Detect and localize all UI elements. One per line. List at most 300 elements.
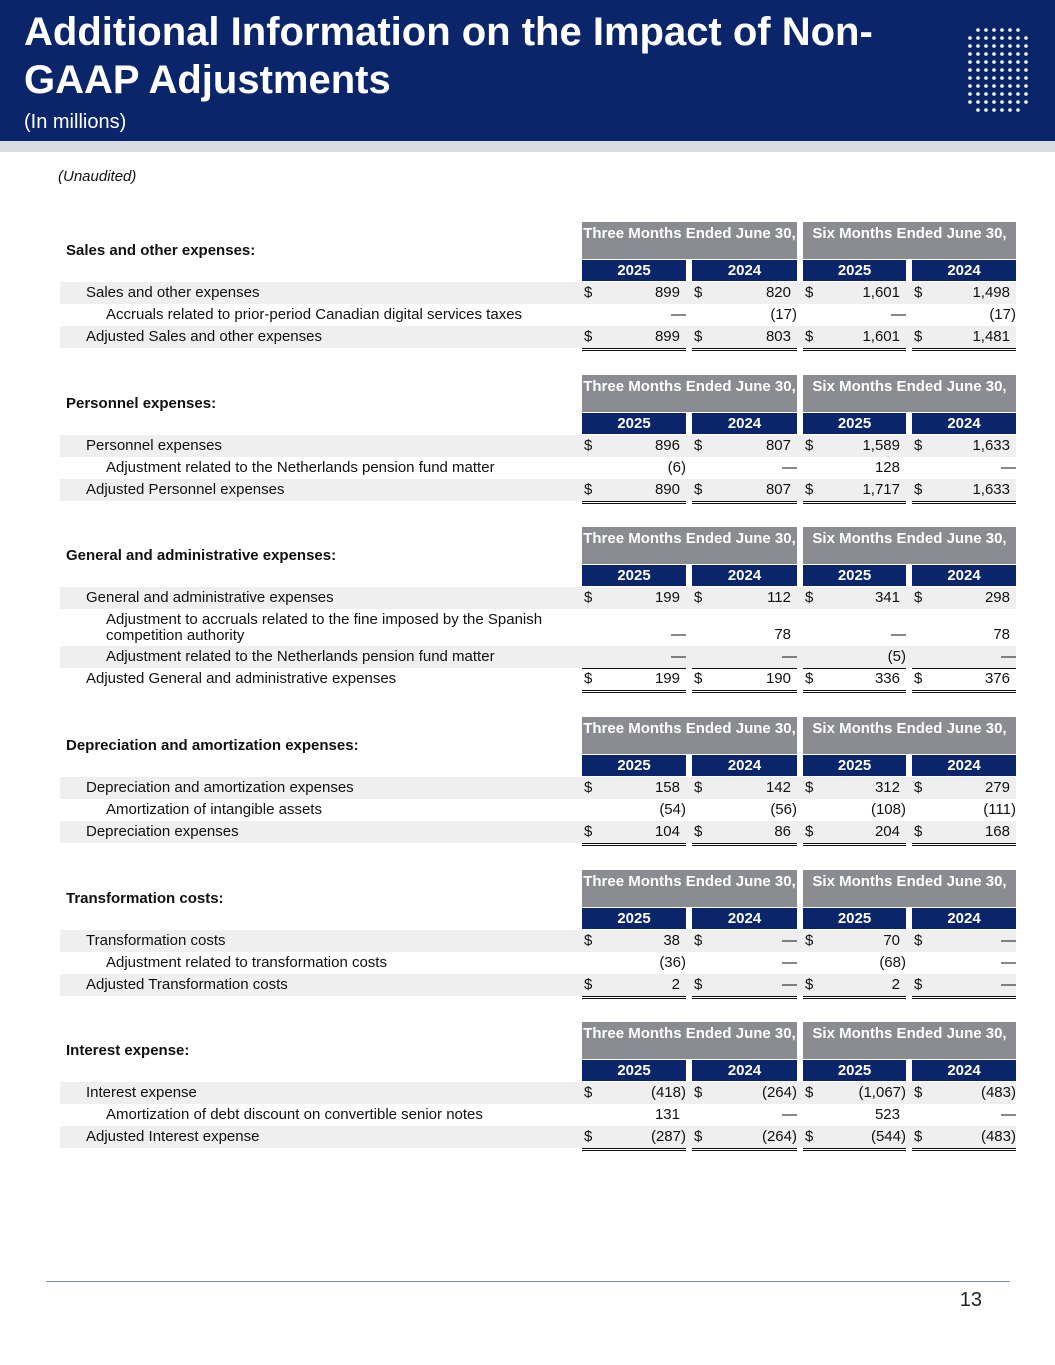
table-row: [60, 821, 1016, 843]
year-header: 2025: [582, 908, 686, 929]
cell-value: 899: [654, 284, 680, 301]
value-cell: [582, 777, 686, 799]
value-cell: [692, 457, 797, 480]
dot: [968, 52, 972, 56]
currency-symbol: $: [914, 284, 923, 301]
currency-symbol: $: [914, 1084, 923, 1101]
dot: [992, 28, 996, 32]
dot: [1024, 44, 1028, 48]
dot: [976, 44, 980, 48]
table-row: [60, 930, 1016, 952]
cell-value: —: [1001, 1106, 1016, 1123]
dot: [968, 100, 972, 104]
value-cell: [582, 1104, 686, 1127]
dot: [1000, 44, 1004, 48]
cell-value: 38: [663, 932, 680, 949]
year-header: 2025: [803, 565, 906, 586]
dot: [968, 36, 972, 40]
header-divider: [0, 141, 1055, 152]
cell-value: —: [891, 626, 906, 643]
currency-symbol: $: [805, 1128, 814, 1145]
dot: [984, 28, 988, 32]
row-label: Amortization of intangible assets: [106, 801, 322, 818]
year-header: 2024: [692, 260, 797, 281]
value-cell: [692, 304, 797, 327]
cell-value: 1,633: [972, 481, 1010, 498]
cell-value: 899: [654, 328, 680, 345]
dot: [1024, 52, 1028, 56]
cell-value: —: [782, 932, 797, 949]
year-header: 2025: [803, 755, 906, 776]
table-row: [60, 587, 1016, 609]
currency-symbol: $: [914, 481, 923, 498]
dot: [1008, 108, 1012, 112]
dot: [992, 84, 996, 88]
section-title: Sales and other expenses:: [66, 242, 256, 259]
year-header: 2024: [912, 755, 1016, 776]
table-row: [60, 457, 1016, 479]
table-row: [60, 609, 1016, 646]
row-label: Adjustment related to the Netherlands pension fund matter: [106, 459, 495, 476]
year-header: 2025: [582, 755, 686, 776]
value-cell: [803, 1126, 906, 1151]
dot: [976, 92, 980, 96]
value-cell: [803, 624, 906, 646]
dot-grid-decoration-icon: [966, 26, 1030, 114]
dot: [984, 76, 988, 80]
currency-symbol: $: [584, 932, 593, 949]
dot: [992, 68, 996, 72]
dot: [1000, 28, 1004, 32]
currency-symbol: $: [694, 976, 703, 993]
dot: [1016, 68, 1020, 72]
cell-value: 1,481: [972, 328, 1010, 345]
dot: [1000, 76, 1004, 80]
currency-symbol: $: [914, 823, 923, 840]
dot: [984, 36, 988, 40]
dot: [1024, 68, 1028, 72]
table-row: [60, 974, 1016, 996]
three-months-header: Three Months Ended June 30,: [582, 1022, 797, 1059]
value-cell: [912, 479, 1016, 504]
dot: [1008, 36, 1012, 40]
dot: [992, 92, 996, 96]
value-cell: [912, 799, 1016, 822]
value-cell: [582, 821, 686, 846]
dot: [1024, 36, 1028, 40]
dot: [976, 68, 980, 72]
section-title: Personnel expenses:: [66, 395, 217, 412]
dot: [984, 68, 988, 72]
year-header: 2024: [912, 1060, 1016, 1081]
table-row: [60, 952, 1016, 974]
three-months-header: Three Months Ended June 30,: [582, 870, 797, 907]
cell-value: 1,601: [862, 328, 900, 345]
page-title: Additional Information on the Impact of Non-GAAP Adjustments: [24, 10, 873, 102]
currency-symbol: $: [914, 589, 923, 606]
currency-symbol: $: [914, 670, 923, 687]
dot: [1024, 100, 1028, 104]
value-cell: [692, 974, 797, 999]
cell-value: (483): [980, 1128, 1016, 1145]
year-header: 2025: [803, 1060, 906, 1081]
row-label: Adjusted Interest expense: [86, 1128, 260, 1145]
dot: [1008, 84, 1012, 88]
dot: [1008, 92, 1012, 96]
cell-value: (483): [980, 1084, 1016, 1101]
cell-value: 890: [654, 481, 680, 498]
dot: [1008, 60, 1012, 64]
cell-value: —: [782, 1106, 797, 1123]
dot: [1016, 60, 1020, 64]
dot: [984, 84, 988, 88]
year-header: 2024: [912, 565, 1016, 586]
dot: [976, 28, 980, 32]
year-header: 2025: [803, 908, 906, 929]
dot: [984, 92, 988, 96]
dot: [1024, 84, 1028, 88]
value-cell: [803, 282, 906, 304]
cell-value: (111): [983, 801, 1016, 818]
dot: [1008, 52, 1012, 56]
value-cell: [803, 930, 906, 952]
dot: [1016, 100, 1020, 104]
currency-symbol: $: [694, 589, 703, 606]
year-header: 2024: [912, 413, 1016, 434]
currency-symbol: $: [914, 932, 923, 949]
dot: [984, 44, 988, 48]
currency-symbol: $: [584, 1128, 593, 1145]
value-cell: [582, 435, 686, 457]
section-title: General and administrative expenses:: [66, 547, 337, 564]
cell-value: 279: [984, 779, 1010, 796]
three-months-header: Three Months Ended June 30,: [582, 222, 797, 259]
cell-value: (36): [659, 954, 686, 971]
cell-value: (54): [659, 801, 686, 818]
currency-symbol: $: [694, 1128, 703, 1145]
six-months-header: Six Months Ended June 30,: [803, 222, 1016, 259]
value-cell: [803, 668, 906, 693]
row-label: Adjustment to accruals related to the fine imposed by the Spanish competition authority: [106, 611, 543, 644]
value-cell: [803, 799, 906, 822]
row-label: Amortization of debt discount on convertible senior notes: [106, 1106, 483, 1123]
value-cell: [582, 1126, 686, 1151]
currency-symbol: $: [694, 932, 703, 949]
dot: [1016, 36, 1020, 40]
cell-value: —: [782, 459, 797, 476]
cell-value: 199: [654, 670, 680, 687]
value-cell: [803, 326, 906, 351]
cell-value: —: [891, 306, 906, 323]
value-cell: [692, 821, 797, 846]
value-cell: [912, 326, 1016, 351]
value-cell: [912, 821, 1016, 846]
row-label: Adjusted General and administrative expenses: [86, 670, 397, 687]
value-cell: [912, 457, 1016, 480]
cell-value: 112: [767, 589, 791, 606]
value-cell: [803, 1104, 906, 1127]
footer-divider: [46, 1281, 1010, 1282]
dot: [984, 60, 988, 64]
dot: [1016, 84, 1020, 88]
cell-value: 1,498: [972, 284, 1010, 301]
currency-symbol: $: [694, 1084, 703, 1101]
value-cell: [692, 1082, 797, 1104]
value-cell: [912, 435, 1016, 457]
dot: [968, 44, 972, 48]
currency-symbol: $: [694, 328, 703, 345]
cell-value: (68): [879, 954, 906, 971]
header-banner: [0, 0, 1055, 141]
value-cell: [582, 624, 686, 646]
cell-value: —: [671, 306, 686, 323]
cell-value: 312: [874, 779, 900, 796]
cell-value: 896: [654, 437, 680, 454]
dot: [976, 76, 980, 80]
value-cell: [803, 952, 906, 975]
dot: [976, 100, 980, 104]
table-row: [60, 326, 1016, 348]
dot: [992, 36, 996, 40]
year-header: 2025: [582, 413, 686, 434]
value-cell: [912, 304, 1016, 327]
cell-value: (56): [770, 801, 797, 818]
cell-value: 86: [774, 823, 791, 840]
cell-value: (108): [870, 801, 906, 818]
cell-value: 807: [765, 437, 791, 454]
currency-symbol: $: [584, 976, 593, 993]
dot: [1000, 36, 1004, 40]
six-months-header: Six Months Ended June 30,: [803, 1022, 1016, 1059]
value-cell: [803, 974, 906, 999]
value-cell: [803, 1082, 906, 1104]
row-label: Interest expense: [86, 1084, 197, 1101]
cell-value: 523: [874, 1106, 900, 1123]
page-number: 13: [959, 1289, 982, 1311]
dot: [1008, 100, 1012, 104]
dot: [976, 84, 980, 88]
value-cell: [692, 435, 797, 457]
cell-value: 70: [883, 932, 900, 949]
currency-symbol: $: [805, 976, 814, 993]
value-cell: [582, 668, 686, 693]
currency-symbol: $: [914, 779, 923, 796]
value-cell: [912, 624, 1016, 646]
cell-value: (17): [989, 306, 1016, 323]
currency-symbol: $: [805, 284, 814, 301]
dot: [968, 92, 972, 96]
year-header: 2025: [582, 565, 686, 586]
three-months-header: Three Months Ended June 30,: [582, 717, 797, 754]
value-cell: [803, 777, 906, 799]
currency-symbol: $: [584, 284, 593, 301]
dot: [976, 52, 980, 56]
dot: [968, 68, 972, 72]
value-cell: [912, 974, 1016, 999]
value-cell: [912, 587, 1016, 609]
table-row: [60, 777, 1016, 799]
row-label: Adjusted Transformation costs: [86, 976, 288, 993]
currency-symbol: $: [694, 481, 703, 498]
currency-symbol: $: [584, 328, 593, 345]
currency-symbol: $: [805, 779, 814, 796]
row-label: Accruals related to prior-period Canadian digital services taxes: [106, 306, 523, 323]
currency-symbol: $: [694, 284, 703, 301]
dot: [984, 100, 988, 104]
cell-value: 199: [654, 589, 680, 606]
cell-value: 78: [993, 626, 1010, 643]
dot: [1016, 44, 1020, 48]
dot: [1016, 108, 1020, 112]
cell-value: (264): [761, 1128, 797, 1145]
row-label: Adjusted Sales and other expenses: [86, 328, 322, 345]
year-header: 2025: [582, 1060, 686, 1081]
value-cell: [582, 799, 686, 822]
cell-value: (5): [887, 648, 906, 665]
value-cell: [692, 587, 797, 609]
row-label: Adjustment related to the Netherlands pension fund matter: [106, 648, 495, 665]
table-row: [60, 1082, 1016, 1104]
section-title: Depreciation and amortization expenses:: [66, 737, 359, 754]
cell-value: 158: [654, 779, 680, 796]
table-row: [60, 1104, 1016, 1126]
value-cell: [803, 821, 906, 846]
currency-symbol: $: [584, 1084, 593, 1101]
dot: [992, 100, 996, 104]
table-row: [60, 668, 1016, 690]
section-title: Transformation costs:: [66, 890, 224, 907]
cell-value: —: [1001, 976, 1016, 993]
dot: [968, 76, 972, 80]
dot: [992, 60, 996, 64]
dot: [976, 36, 980, 40]
currency-symbol: $: [914, 1128, 923, 1145]
cell-value: (17): [770, 306, 797, 323]
cell-value: —: [1001, 932, 1016, 949]
value-cell: [692, 799, 797, 822]
value-cell: [912, 1104, 1016, 1127]
year-header: 2024: [692, 908, 797, 929]
value-cell: [582, 457, 686, 480]
currency-symbol: $: [584, 823, 593, 840]
dot: [992, 44, 996, 48]
value-cell: [692, 777, 797, 799]
section-title: Interest expense:: [66, 1042, 190, 1059]
currency-symbol: $: [914, 437, 923, 454]
cell-value: —: [671, 626, 686, 643]
dot: [1008, 28, 1012, 32]
year-header: 2024: [692, 1060, 797, 1081]
year-header: 2024: [912, 908, 1016, 929]
cell-value: —: [671, 648, 686, 665]
year-header: 2025: [582, 260, 686, 281]
value-cell: [912, 1126, 1016, 1151]
value-cell: [803, 479, 906, 504]
currency-symbol: $: [584, 481, 593, 498]
dot: [968, 84, 972, 88]
cell-value: —: [782, 976, 797, 993]
cell-value: (418): [650, 1084, 686, 1101]
table-row: [60, 304, 1016, 326]
dot: [1000, 84, 1004, 88]
row-label: Adjustment related to transformation costs: [106, 954, 387, 971]
cell-value: 128: [874, 459, 900, 476]
currency-symbol: $: [694, 779, 703, 796]
cell-value: 1,601: [862, 284, 900, 301]
cell-value: 78: [774, 626, 791, 643]
year-header: 2025: [803, 260, 906, 281]
value-cell: [582, 952, 686, 975]
dot: [1016, 76, 1020, 80]
currency-symbol: $: [694, 823, 703, 840]
currency-symbol: $: [805, 1084, 814, 1101]
row-label: Personnel expenses: [86, 437, 222, 454]
three-months-header: Three Months Ended June 30,: [582, 527, 797, 564]
table-row: [60, 799, 1016, 821]
currency-symbol: $: [805, 932, 814, 949]
dot: [1024, 76, 1028, 80]
cell-value: 807: [765, 481, 791, 498]
value-cell: [803, 304, 906, 327]
value-cell: [692, 668, 797, 693]
value-cell: [582, 974, 686, 999]
currency-symbol: $: [914, 976, 923, 993]
value-cell: [692, 930, 797, 952]
cell-value: 336: [874, 670, 900, 687]
three-months-header: Three Months Ended June 30,: [582, 375, 797, 412]
value-cell: [912, 952, 1016, 975]
value-cell: [912, 1082, 1016, 1104]
row-label: General and administrative expenses: [86, 589, 334, 606]
year-header: 2024: [692, 755, 797, 776]
currency-symbol: $: [694, 437, 703, 454]
value-cell: [692, 282, 797, 304]
value-cell: [912, 930, 1016, 952]
six-months-header: Six Months Ended June 30,: [803, 717, 1016, 754]
cell-value: 142: [765, 779, 791, 796]
currency-symbol: $: [805, 589, 814, 606]
cell-value: —: [1001, 459, 1016, 476]
unaudited-note: (Unaudited): [58, 168, 137, 185]
value-cell: [692, 326, 797, 351]
six-months-header: Six Months Ended June 30,: [803, 870, 1016, 907]
cell-value: 820: [765, 284, 791, 301]
dot: [1016, 28, 1020, 32]
table-row: [60, 646, 1016, 668]
currency-symbol: $: [805, 437, 814, 454]
cell-value: (544): [870, 1128, 906, 1145]
dot: [1000, 52, 1004, 56]
value-cell: [582, 587, 686, 609]
year-header: 2024: [692, 413, 797, 434]
cell-value: 341: [874, 589, 900, 606]
table-row: [60, 435, 1016, 457]
currency-symbol: $: [805, 670, 814, 687]
cell-value: 376: [984, 670, 1010, 687]
value-cell: [803, 587, 906, 609]
value-cell: [582, 1082, 686, 1104]
dot: [992, 76, 996, 80]
value-cell: [912, 282, 1016, 304]
dot: [1008, 76, 1012, 80]
dot: [1008, 68, 1012, 72]
dot: [1000, 108, 1004, 112]
value-cell: [692, 1126, 797, 1151]
currency-symbol: $: [805, 481, 814, 498]
currency-symbol: $: [584, 589, 593, 606]
dot: [984, 52, 988, 56]
currency-symbol: $: [584, 670, 593, 687]
